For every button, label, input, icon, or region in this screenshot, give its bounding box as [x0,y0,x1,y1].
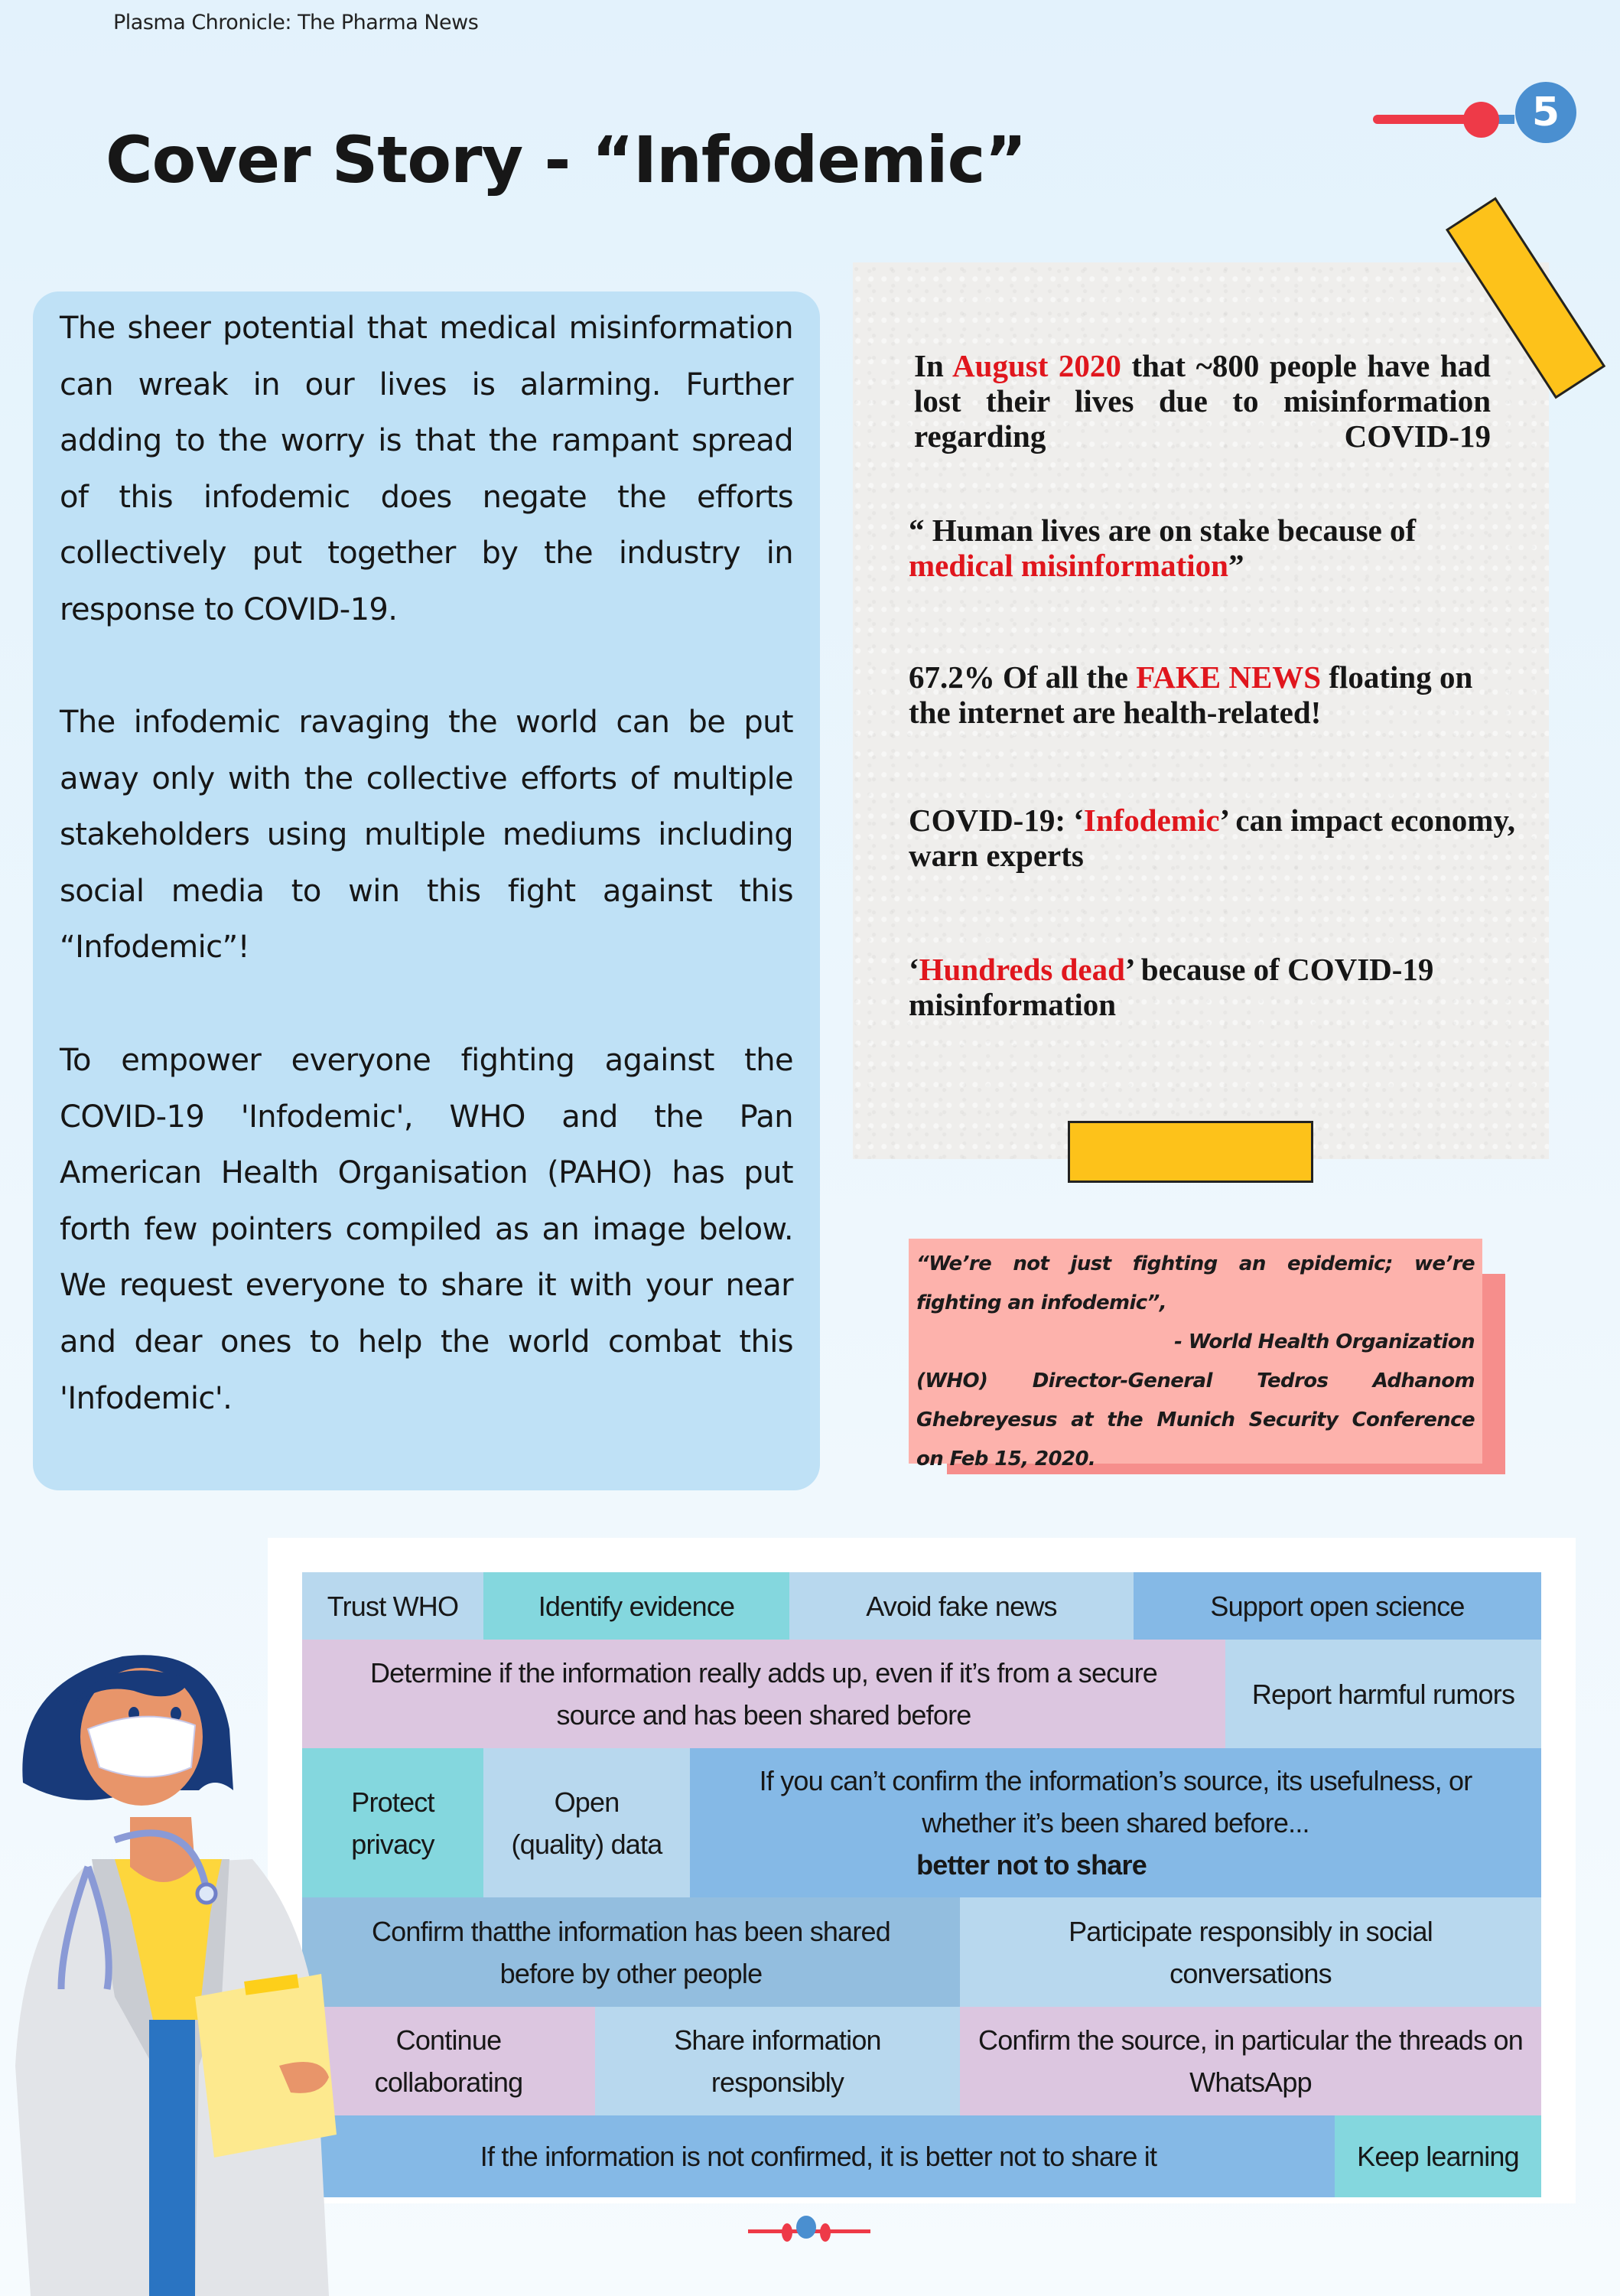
running-head: Plasma Chronicle: The Pharma News [113,11,479,34]
quote-attribution: - World Health Organization [1174,1330,1475,1353]
footer-marker-dot [782,2223,792,2242]
tip-continue-collaborating: Continue collaborating [302,2007,595,2115]
footer-marker-dot [796,2216,816,2239]
quote-attribution: on Feb 15, 2020. [916,1448,1096,1470]
news-clip [909,513,1513,583]
quote-attribution: (WHO) Director-General Tedros Adhanom [916,1369,1475,1392]
tip-report-rumors: Report harmful rumors [1225,1640,1541,1748]
tip-cant-confirm-text: If you can’t confirm the information’s source, its usefulness, or whether it’s been shared before... [759,1765,1472,1838]
news-clip [909,803,1521,873]
footer-marker-dot [820,2223,831,2242]
tip-confirm-shared: Confirm thatthe information has been shared before by other people [302,1897,960,2007]
tip-keep-learning: Keep learning [1335,2115,1541,2197]
quote-line: “We’re not just fighting an epidemic; we’re [916,1252,1475,1275]
tip-identify-evidence: Identify evidence [483,1572,789,1640]
tip-cant-confirm-bold: better not to share [916,1849,1147,1881]
tip-cant-confirm [690,1748,1541,1897]
quote-attribution: Ghebreyesus at the Munich Security Conference [916,1409,1475,1431]
tip-support-open-science: Support open science [1134,1572,1541,1640]
tip-confirm-source: Confirm the source, in particular the threads on WhatsApp [960,2007,1541,2115]
tip-avoid-fake-news: Avoid fake news [789,1572,1134,1640]
page-title: Cover Story - “Infodemic” [106,122,1026,197]
clip-highlight: Hundreds dead [919,952,1125,987]
clip-text: 67.2% Of all the [909,659,1137,695]
stethoscope-chestpiece [197,1884,216,1903]
clip-text: floating on the internet are health-related! [909,659,1473,730]
tip-not-confirmed: If the information is not confirmed, it is better not to share it [302,2115,1335,2197]
trousers [149,2020,195,2296]
clip-text: COVID-19: ‘ [909,803,1084,838]
clip-highlight: August 2020 [952,348,1121,383]
clip-text: In [914,348,953,383]
tip-participate: Participate responsibly in social conversations [960,1897,1541,2007]
page-number-badge: 5 [1515,82,1576,143]
tip-share-responsibly: Share information responsibly [595,2007,960,2115]
clip-text: “ Human lives are on stake because of [909,513,1417,548]
clip-highlight: FAKE NEWS [1136,659,1322,695]
news-clip [909,659,1521,730]
tip-open-data: Open (quality) data [483,1748,690,1897]
clip-highlight: Infodemic [1083,803,1220,838]
article-paragraph: The sheer potential that medical misinformation can wreak in our lives is alarming. Further adding to the worry is that the rampant spread of this infodemic does negate the efforts collectively put together by the industry in response to COVID-19. [60,311,793,627]
tip-protect-privacy: Protect privacy [302,1748,483,1897]
clip-text: that ~800 people have had lost their lives due to misinformation regarding COVID-19 [914,348,1491,454]
face-mask [88,1717,195,1777]
tip-trust-who: Trust WHO [302,1572,483,1640]
doctor-illustration [0,1637,352,2296]
tip-determine: Determine if the information really adds up, even if it’s from a secure source and has been shared before [302,1640,1225,1748]
quote-line: fighting an infodemic”, [916,1291,1167,1314]
article-paragraph: The infodemic ravaging the world can be put away only with the collective efforts of multiple stakeholders using multiple mediums including social media to win this fight against this “Infodemic”! [60,705,793,966]
news-clip [909,952,1521,1022]
clip-text: ’ can impact economy, warn experts [909,803,1515,873]
news-clip [914,348,1491,454]
clip-highlight: medical misinformation [909,548,1228,583]
clip-text: ‘ [909,952,919,987]
page-marker-dot [1463,102,1499,138]
clip-text: ” [1228,548,1244,583]
article-paragraph: To empower everyone fighting against the COVID-19 'Infodemic', WHO and the Pan American Health Organisation (PAHO) has put forth few pointers compiled as an image below. We request everyone to share it with your near and dear ones to help the world combat this 'Infodemic'. [60,1043,793,1416]
tape-strip-icon [1068,1121,1313,1183]
clip-text: ’ because of COVID-19 misinformation [909,952,1434,1022]
